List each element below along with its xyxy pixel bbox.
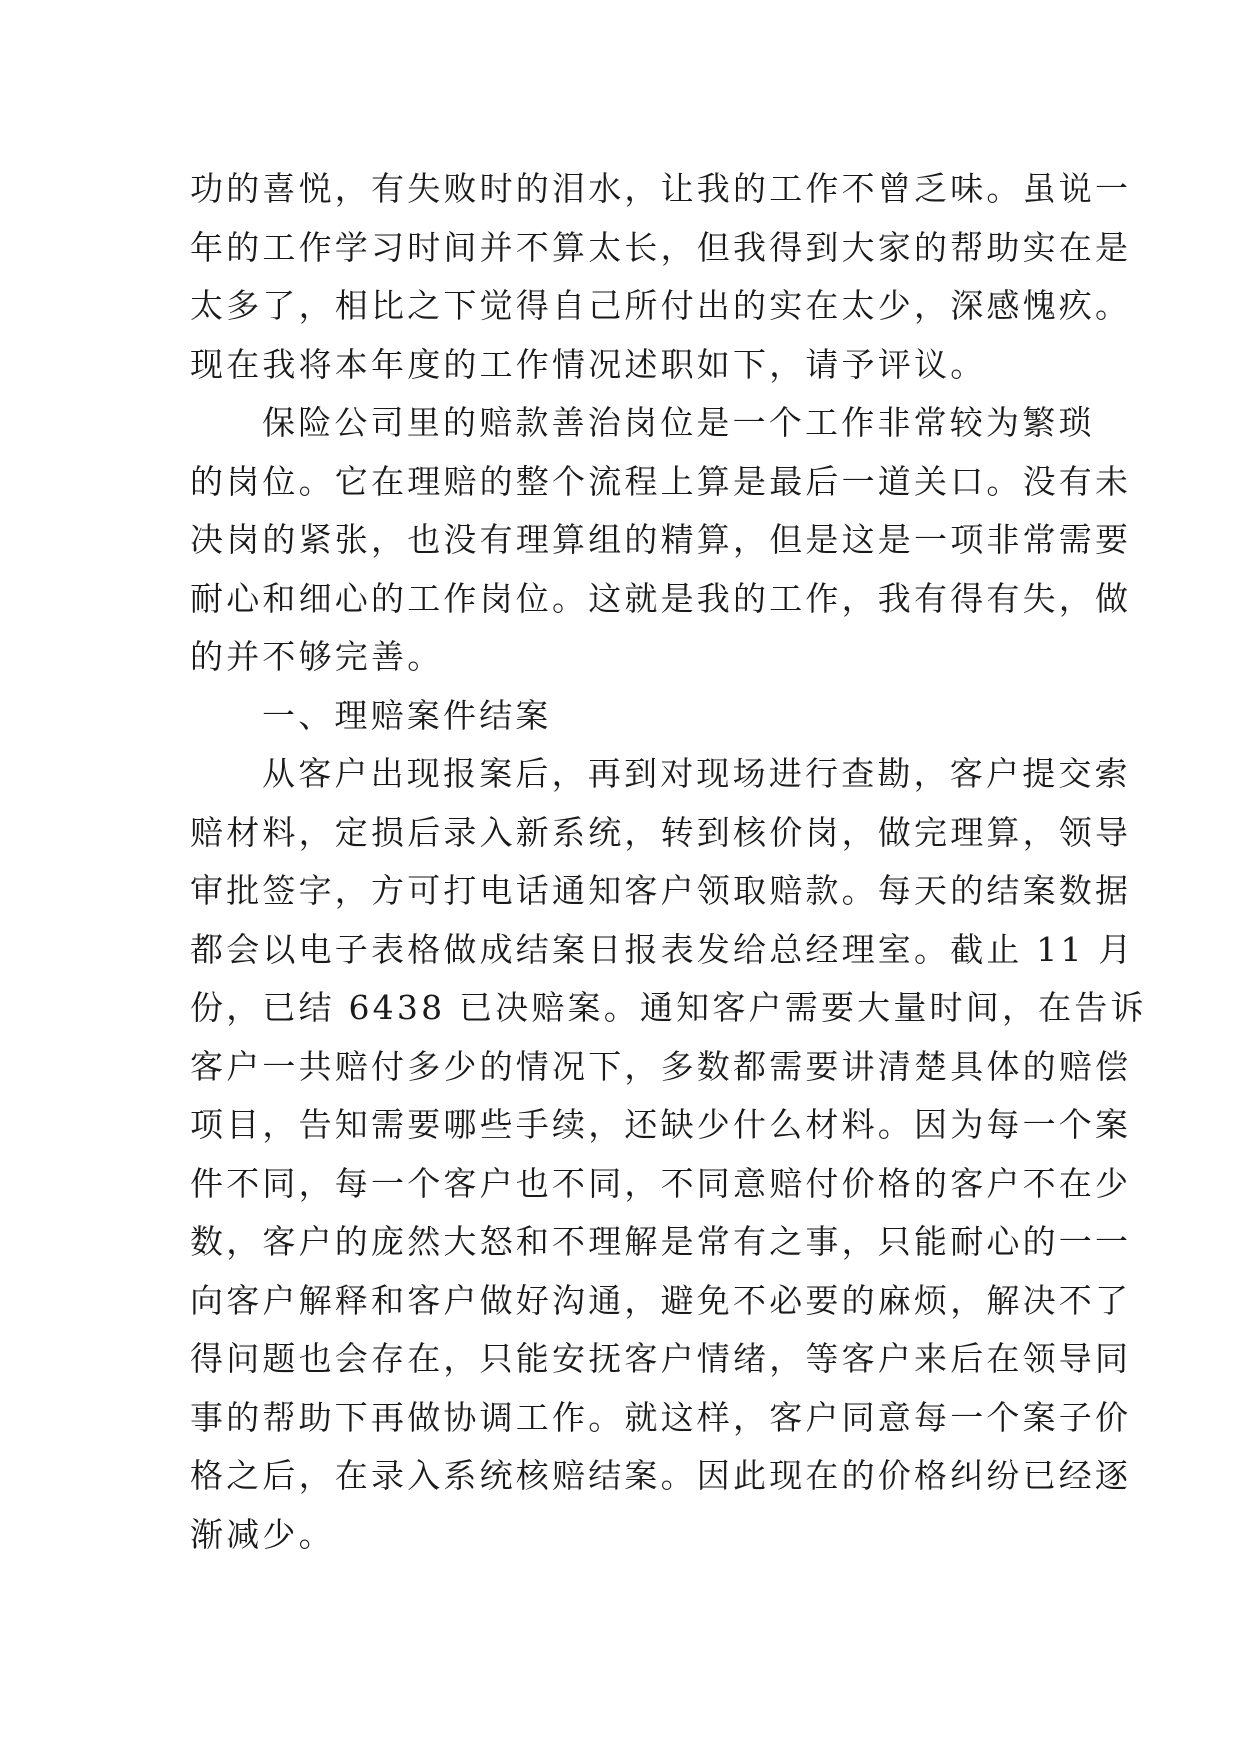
text-line: 向客户解释和客户做好沟通，避免不必要的麻烦，解决不了 [190, 1280, 1132, 1320]
text-line: 审批签字，方可打电话通知客户领取赔款。每天的结案数据 [190, 871, 1132, 910]
text-line: 决岗的紧张，也没有理算组的精算，但是这是一项非常需要 [190, 520, 1132, 559]
text-line: 的并不够完善。 [190, 637, 444, 676]
text-line: 都会以电子表格做成结案日报表发给总经理室。截止 11 月 [190, 929, 1135, 969]
text-line: 格之后，在录入系统核赔结案。因此现在的价格纠纷已经逐 [190, 1456, 1132, 1495]
section-heading: 一、理赔案件结案 [262, 695, 552, 735]
text-line: 客户一共赔付多少的情况下，多数都需要讲清楚具体的赔偿 [190, 1046, 1132, 1086]
text-line: 的岗位。它在理赔的整个流程上算是最后一道关口。没有未 [190, 461, 1132, 501]
text-line: 份，已结 6438 已决赔案。通知客户需要大量时间，在告诉 [190, 988, 1147, 1027]
body-text [190, 160, 1147, 1564]
text-line: 件不同，每一个客户也不同，不同意赔付价格的客户不在少 [190, 1163, 1132, 1203]
text-line: 项目，告知需要哪些手续，还缺少什么材料。因为每一个案 [190, 1105, 1132, 1144]
text-line: 现在我将本年度的工作情况述职如下，请予评议。 [190, 344, 987, 384]
text-line: 太多了，相比之下觉得自己所付出的实在太少，深感愧疚。 [190, 286, 1132, 325]
text-line: 耐心和细心的工作岗位。这就是我的工作，我有得有失，做 [190, 578, 1132, 618]
text-line: 得问题也会存在，只能安抚客户情绪，等客户来后在领导同 [190, 1339, 1132, 1378]
paragraph-first-line: 从客户出现报案后，再到对现场进行查勘，客户提交索 [262, 754, 1131, 793]
text-line: 数，客户的庞然大怒和不理解是常有之事，只能耐心的一一 [190, 1222, 1132, 1261]
text-line: 事的帮助下再做协调工作。就这样，客户同意每一个案子价 [190, 1397, 1132, 1437]
text-line: 渐减少。 [190, 1514, 335, 1554]
text-line: 年的工作学习时间并不算太长，但我得到大家的帮助实在是 [190, 227, 1132, 267]
text-line: 功的喜悦，有失败时的泪水，让我的工作不曾乏味。虽说一 [190, 169, 1132, 208]
text-line: 赔材料，定损后录入新系统，转到核价岗，做完理算，领导 [190, 812, 1132, 852]
paragraph-first-line: 保险公司里的赔款善治岗位是一个工作非常较为繁琐 [262, 403, 1095, 442]
